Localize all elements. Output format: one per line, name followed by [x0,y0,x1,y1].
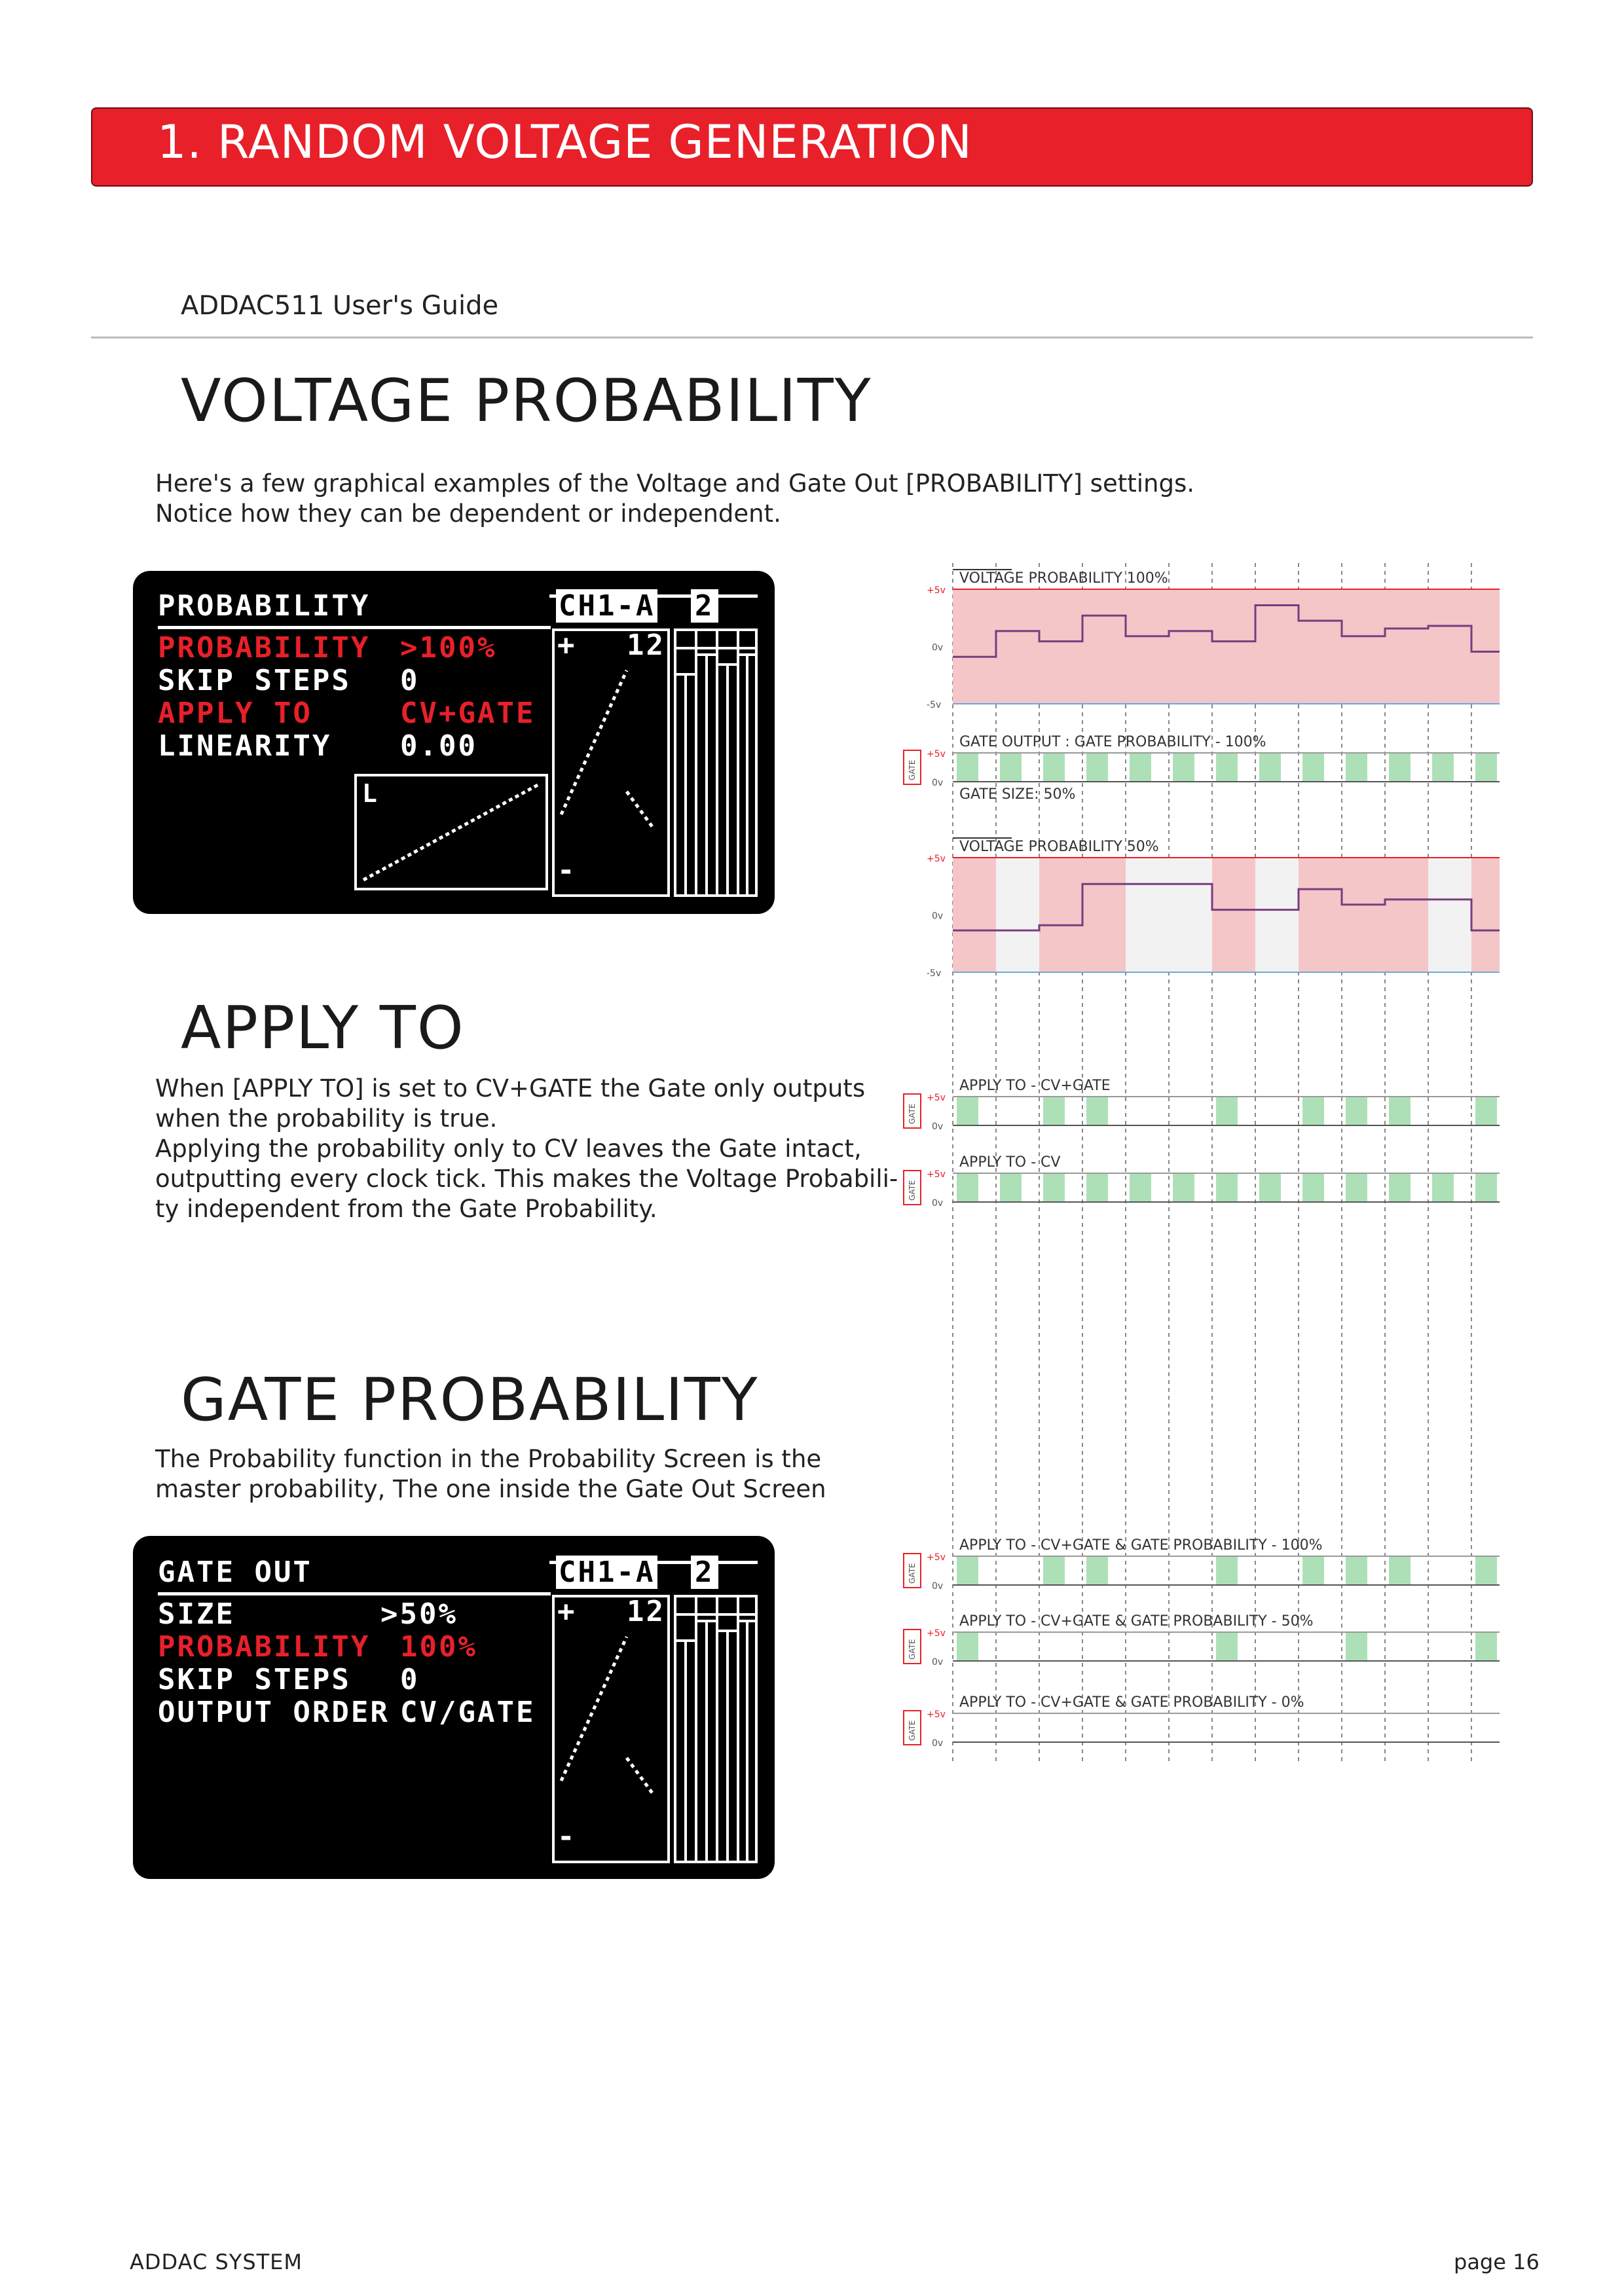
gate-pulse [1130,1173,1151,1202]
gate-pulse [1346,1173,1367,1202]
gate-pulse [1259,753,1281,782]
plus5-label: +5v [927,1093,946,1103]
lane-label: GATE OUTPUT : GATE PROBABILITY - 100% [959,734,1266,750]
cv-step-fill [1299,589,1342,704]
gate-pulse [1302,1097,1324,1125]
gate-pulse [1302,1173,1324,1202]
gate-pulse [1086,1097,1108,1125]
cv-step-fill [953,858,996,972]
screen-row-value: CV+GATE [400,697,536,730]
cv-step-fill [1428,858,1471,972]
cv-step-fill [1299,858,1342,972]
paragraph-line: When [APPLY TO] is set to CV+GATE the Gate only outputs [155,1074,866,1102]
gate-pulse [1346,1097,1367,1125]
screen-row-value: 0 [400,664,420,697]
section-title: 1. RANDOM VOLTAGE GENERATION [157,115,972,169]
screen-row-value: 100% [400,1630,477,1664]
cv-step-fill [1342,589,1385,704]
level-box [552,629,670,897]
footer-brand: ADDAC SYSTEM [130,2250,303,2274]
gate-pulse [1475,1556,1497,1585]
channel-number: 2 [691,1556,718,1589]
plus5-label: +5v [927,1552,946,1563]
gate-pulse [1259,1173,1281,1202]
cv-step-fill [1255,589,1299,704]
paragraph-line: when the probability is true. [155,1104,498,1133]
paragraph-line: outputting every clock tick. This makes the Voltage Probabili- [155,1165,898,1193]
gate-pulse [1346,753,1367,782]
plus5-label: +5v [927,749,946,759]
screen-row-label: LINEARITY [158,729,332,763]
zero-label: 0v [932,1121,944,1132]
screen-row-label: PROBABILITY [158,1630,371,1664]
plus5-label: +5v [927,1169,946,1180]
cv-step-fill [1169,858,1212,972]
gate-pulse [1216,1632,1238,1661]
paragraph-line: The Probability function in the Probability Screen is the [155,1445,822,1473]
cv-step-fill [1039,858,1082,972]
meter-bars [674,1595,758,1863]
linearity-curve [357,776,545,888]
gate-pulse [1302,1556,1324,1585]
cv-step-fill [1039,589,1082,704]
gate-pulse [1216,753,1238,782]
gate-pulse [1389,1173,1411,1202]
zero-label: 0v [932,1581,944,1592]
minus5-label: -5v [927,968,942,979]
gate-pulse [1086,1173,1108,1202]
minus-sign: - [557,854,577,887]
gate-pulse [1043,1556,1065,1585]
cv-step-fill [1082,858,1126,972]
cv-step-fill [1255,858,1299,972]
gate-pulse [1216,1556,1238,1585]
screen-title-underline [158,1592,551,1595]
level-meters [674,1595,758,1863]
guide-title: ADDAC511 User's Guide [181,291,499,321]
minus5-label: -5v [927,700,942,710]
zero-label: 0v [932,911,944,922]
paragraph-line: master probability, The one inside the Gate Out Screen [155,1475,826,1503]
gate-probability-heading: GATE PROBABILITY [181,1366,759,1434]
screen-row-value: 0 [400,1663,420,1696]
plus-sign: + [557,629,577,662]
zero-label: 0v [932,642,944,653]
plus5-label: +5v [927,1628,946,1639]
apply-to-heading: APPLY TO [181,994,465,1063]
linearity-graph-label: L [362,779,379,808]
gate-out-screen [133,1536,775,1879]
gate-pulse [1043,753,1065,782]
zero-label: 0v [932,778,944,788]
page-number: page 16 [1454,2250,1540,2274]
lane-label: APPLY TO - CV+GATE & GATE PROBABILITY - 50% [959,1613,1314,1630]
probability-screen [133,571,775,914]
gate-pulse [1216,1173,1238,1202]
screen-row-label: OUTPUT ORDER [158,1696,390,1729]
intro-line: Notice how they can be dependent or independent. [155,500,781,528]
cv-step-fill [1471,589,1500,704]
gate-pulse [957,1556,978,1585]
gate-tag-label: GATE [908,1563,917,1584]
meter-bars [674,629,758,897]
gate-pulse [1043,1173,1065,1202]
plus-sign: + [557,1595,577,1628]
screen-row-label: APPLY TO [158,697,312,730]
screen-row-label: SKIP STEPS [158,664,351,697]
gate-pulse [1475,1632,1497,1661]
gate-pulse [1475,1097,1497,1125]
gate-pulse [957,1173,978,1202]
screen-row-label: SKIP STEPS [158,1663,351,1696]
screen-row-label: PROBABILITY [158,631,371,665]
plus5-label: +5v [927,854,946,864]
screen-title-underline [158,626,551,629]
cv-step-fill [1428,589,1471,704]
timing-diagram [897,563,1500,1761]
channel-name: CH1-A [556,1556,657,1589]
channel-name: CH1-A [556,589,657,623]
cv-step-fill [996,858,1039,972]
cv-step-fill [996,589,1039,704]
gate-pulse [957,1097,978,1125]
screen-row-value: 0.00 [400,729,477,763]
gate-pulse [957,1632,978,1661]
gate-pulse [1000,753,1022,782]
gate-pulse [1346,1632,1367,1661]
lane-label: VOLTAGE PROBABILITY 50% [959,839,1159,855]
gate-probability-text [155,1444,826,1504]
gate-pulse [1000,1173,1022,1202]
apply-to-text [155,1074,898,1224]
gate-pulse [1432,753,1454,782]
gate-pulse [1173,1173,1194,1202]
zero-label: 0v [932,1198,944,1209]
cv-step-fill [1169,589,1212,704]
voltage-probability-heading: VOLTAGE PROBABILITY [181,367,872,435]
gate-tag-label: GATE [908,1103,917,1124]
cv-step-fill [1212,858,1255,972]
cv-step-fill [1385,589,1428,704]
channel-number: 2 [691,589,718,623]
gate-pulse [1389,1097,1411,1125]
cv-step-fill [1212,589,1255,704]
gate-pulse [1216,1097,1238,1125]
gate-pulse [1346,1556,1367,1585]
lane-label: APPLY TO - CV+GATE [959,1078,1111,1094]
cv-step-fill [1126,858,1169,972]
screen-row-value: >50% [380,1597,458,1631]
voltage-probability-intro [155,469,1194,529]
gate-pulse [1043,1097,1065,1125]
gate-pulse [1389,753,1411,782]
plus5-label: +5v [927,585,946,596]
gate-pulse [1173,753,1194,782]
gate-pulse [1475,753,1497,782]
level-box [552,1595,670,1863]
intro-line: Here's a few graphical examples of the Voltage and Gate Out [PROBABILITY] settings. [155,469,1194,498]
cv-step-fill [1471,858,1500,972]
paragraph-line: Applying the probability only to CV leaves the Gate intact, [155,1135,862,1163]
gate-pulse [1475,1173,1497,1202]
gate-pulse [1432,1173,1454,1202]
cv-step-fill [1385,858,1428,972]
lane-label: APPLY TO - CV+GATE & GATE PROBABILITY - 100% [959,1537,1323,1554]
cv-step-fill [1082,589,1126,704]
zero-label: 0v [932,1738,944,1749]
screen-row-value: >100% [400,631,497,665]
paragraph-line: ty independent from the Gate Probability. [155,1195,657,1223]
lane-label: VOLTAGE PROBABILITY 100% [959,570,1168,587]
lane-label: APPLY TO - CV+GATE & GATE PROBABILITY - 0% [959,1694,1304,1711]
gate-pulse [1302,753,1324,782]
zero-label: 0v [932,1657,944,1667]
gate-pulse [957,753,978,782]
plus5-label: +5v [927,1709,946,1720]
gate-pulse [1130,753,1151,782]
gate-tag-label: GATE [908,1720,917,1741]
gate-pulse [1389,1556,1411,1585]
lane-label: APPLY TO - CV [959,1154,1061,1171]
gate-pulse [1086,753,1108,782]
count-value: 12 [627,1595,665,1628]
count-value: 12 [627,629,665,662]
level-meters [674,629,758,897]
lane-sublabel: GATE SIZE: 50% [959,786,1076,803]
cv-step-fill [953,589,996,704]
screen-row-label: SIZE [158,1597,235,1631]
cv-step-fill [1126,589,1169,704]
linearity-graph [354,774,548,890]
screen-title: GATE OUT [158,1556,312,1589]
gate-tag-label: GATE [908,1180,917,1201]
minus-sign: - [557,1820,577,1853]
gate-pulse [1086,1556,1108,1585]
screen-title: PROBABILITY [158,589,371,623]
gate-tag-label: GATE [908,759,917,780]
screen-row-value: CV/GATE [400,1696,536,1729]
cv-step-fill [1342,858,1385,972]
gate-tag-label: GATE [908,1639,917,1660]
header-divider [91,337,1533,338]
